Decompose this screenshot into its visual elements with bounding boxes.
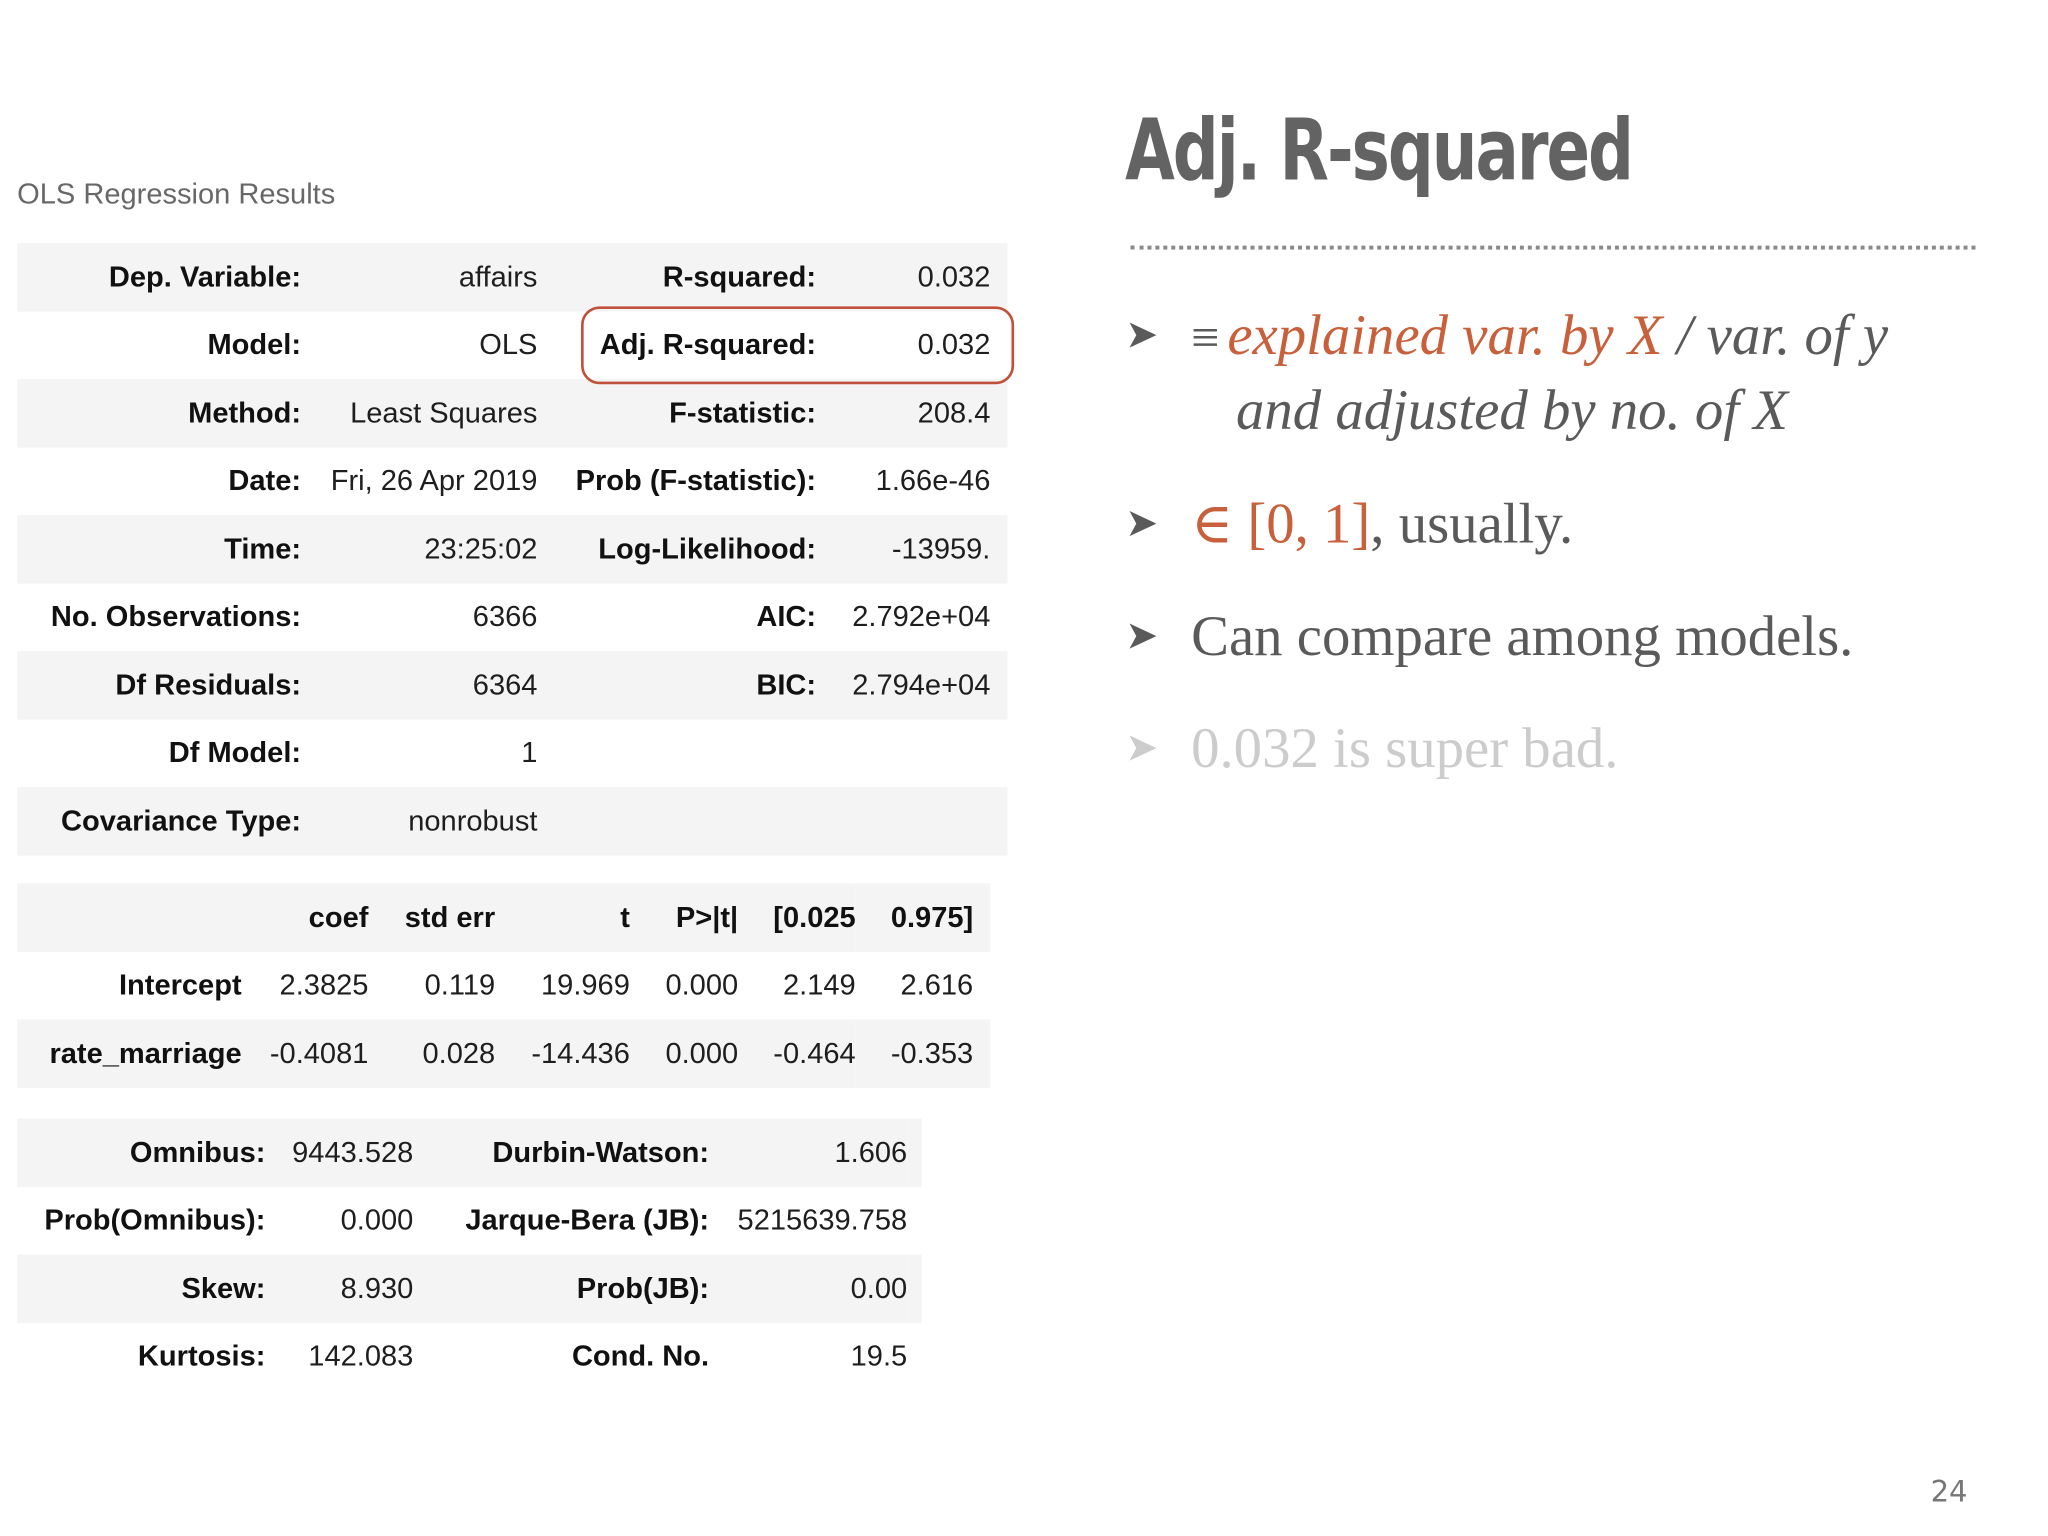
variable-name: Intercept: [118, 968, 242, 1002]
stat-label: Df Residuals:: [17, 651, 301, 719]
stat-value: Least Squares: [301, 379, 537, 447]
diagnostics-table: [17, 1118, 922, 1390]
stat-label: Method:: [17, 379, 301, 447]
stat-label: Df Model:: [168, 735, 302, 769]
page-number: 24: [1930, 1476, 1968, 1510]
stat-label: Covariance Type:: [17, 787, 301, 855]
table-row: [17, 447, 1007, 515]
row-padding: [990, 379, 1007, 447]
column-header: coef: [242, 883, 369, 951]
row-padding: [907, 1254, 922, 1322]
coefficient-value: -0.4081: [242, 1019, 369, 1087]
stat-label: Prob(Omnibus):: [44, 1203, 266, 1237]
table-row: [17, 243, 1007, 311]
stat-value: 8.930: [265, 1254, 413, 1322]
stat-value: 208.4: [816, 379, 990, 447]
stat-label: R-squared:: [537, 243, 816, 311]
row-padding: [990, 515, 1007, 583]
row-padding: [907, 1118, 922, 1186]
bullet-verdict: [1125, 717, 1618, 782]
stat-value: 0.000: [340, 1203, 414, 1237]
stat-value: 1.66e-46: [875, 463, 991, 497]
stat-value: 0.032: [816, 243, 990, 311]
compare-text: Can compare among models.: [1191, 606, 1854, 669]
stat-label: Durbin-Watson:: [413, 1118, 709, 1186]
stat-label: Dep. Variable:: [17, 243, 301, 311]
regression-caption: OLS Regression Results: [17, 176, 336, 210]
coefficient-value: -14.436: [495, 1019, 630, 1087]
coefficient-value: 0.119: [424, 968, 496, 1002]
stat-value: 23:25:02: [301, 515, 537, 583]
table-row: [17, 1322, 922, 1390]
stat-label: Date:: [228, 463, 302, 497]
stat-label: AIC:: [756, 599, 817, 633]
stat-value: affairs: [301, 243, 537, 311]
stat-label: Model:: [207, 327, 302, 361]
stat-label: Time:: [17, 515, 301, 583]
stat-value: 1: [521, 735, 538, 769]
stat-label: BIC:: [537, 651, 816, 719]
column-header: 0.975]: [856, 883, 974, 951]
stat-label: Prob (F-statistic):: [575, 463, 817, 497]
stat-value: 2.794e+04: [816, 651, 990, 719]
table-row: [17, 583, 1007, 651]
row-padding: [973, 883, 990, 951]
coefficient-value: 2.149: [782, 968, 856, 1002]
stat-value: 1.606: [709, 1118, 907, 1186]
coefficient-value: 2.3825: [279, 968, 369, 1002]
definition-second-line: and adjusted by no. of X: [1235, 380, 1788, 443]
bullet-arrow-icon: ➤: [1125, 724, 1159, 772]
stat-label: Adj. R-squared:: [599, 327, 817, 361]
table-row: [17, 1186, 922, 1254]
stat-value: 142.083: [308, 1339, 414, 1373]
stat-value: 0.00: [709, 1254, 907, 1322]
row-padding: [990, 447, 1007, 515]
stat-value: 5215639.758: [737, 1203, 908, 1237]
definition-text: / var. of y: [1662, 305, 1889, 368]
stat-label: F-statistic:: [537, 379, 816, 447]
stat-label: Skew:: [17, 1254, 265, 1322]
stat-value: -13959.: [816, 515, 990, 583]
column-header: std err: [368, 883, 495, 951]
stat-value: Fri, 26 Apr 2019: [330, 463, 538, 497]
row-padding: [990, 719, 1007, 787]
stat-value: [816, 719, 990, 787]
slide-title: Adj. R-squared: [1125, 102, 1633, 201]
coefficient-table: [17, 883, 990, 1087]
stat-label: Log-Likelihood:: [537, 515, 816, 583]
stat-value: 19.5: [850, 1339, 908, 1373]
coefficient-value: 2.616: [900, 968, 974, 1002]
table-row: [17, 1254, 922, 1322]
stat-value: [816, 787, 990, 855]
bullet-arrow-icon: ➤: [1125, 311, 1159, 358]
equivalence-symbol: ≡: [1191, 310, 1220, 366]
stat-label: [537, 787, 816, 855]
variable-name: rate_marriage: [17, 1019, 241, 1087]
stat-value: nonrobust: [301, 787, 537, 855]
stat-label: Omnibus:: [17, 1118, 265, 1186]
table-row: [17, 1118, 922, 1186]
bullet-arrow-icon: ➤: [1125, 500, 1159, 547]
column-header: [17, 883, 241, 951]
coefficient-value: 0.000: [665, 968, 739, 1002]
row-padding: [907, 1186, 922, 1254]
table-row: [17, 787, 1007, 855]
coefficient-header-row: [17, 883, 990, 951]
stat-value: 6364: [301, 651, 537, 719]
range-accent-text: ∈ [0, 1]: [1191, 493, 1371, 556]
row-padding: [990, 583, 1007, 651]
stat-label: Kurtosis:: [137, 1339, 266, 1373]
definition-accent-text: explained var. by X: [1227, 305, 1663, 368]
stat-label: Cond. No.: [571, 1339, 710, 1373]
coefficient-value: 0.028: [368, 1019, 495, 1087]
stat-value: 2.792e+04: [852, 599, 991, 633]
coefficient-value: 0.000: [630, 1019, 738, 1087]
row-padding: [973, 951, 990, 1019]
verdict-text: 0.032 is super bad.: [1191, 718, 1619, 781]
table-row: [17, 951, 990, 1019]
stat-label: Prob(JB):: [413, 1254, 709, 1322]
coefficient-value: -0.353: [856, 1019, 974, 1087]
row-padding: [907, 1322, 922, 1390]
coefficient-value: 19.969: [541, 968, 630, 1002]
table-row: [17, 719, 1007, 787]
range-text: , usually.: [1370, 493, 1574, 556]
row-padding: [990, 651, 1007, 719]
stat-label: No. Observations:: [50, 599, 302, 633]
table-row: [17, 651, 1007, 719]
column-header: P>|t|: [630, 883, 738, 951]
stat-label: [537, 719, 816, 787]
table-row: [17, 379, 1007, 447]
stat-value: 6366: [472, 599, 538, 633]
column-header: [0.025: [738, 883, 856, 951]
bullet-compare: [1125, 605, 1853, 670]
row-padding: [973, 1019, 990, 1087]
bullet-arrow-icon: ➤: [1125, 612, 1159, 659]
table-row: [17, 515, 1007, 583]
row-padding: [990, 243, 1007, 311]
table-row: [17, 1019, 990, 1087]
title-divider: [1130, 246, 1975, 250]
stat-value: 0.032: [917, 327, 991, 361]
adj-r-squared-highlight: [581, 306, 1014, 384]
column-header: t: [495, 883, 630, 951]
bullet-range: [1125, 491, 1573, 557]
bullet-definition: [1125, 304, 1888, 444]
row-padding: [990, 787, 1007, 855]
stat-value: OLS: [479, 327, 538, 361]
stat-label: Jarque-Bera (JB):: [465, 1203, 710, 1237]
stat-value: 9443.528: [265, 1118, 413, 1186]
coefficient-value: -0.464: [738, 1019, 856, 1087]
